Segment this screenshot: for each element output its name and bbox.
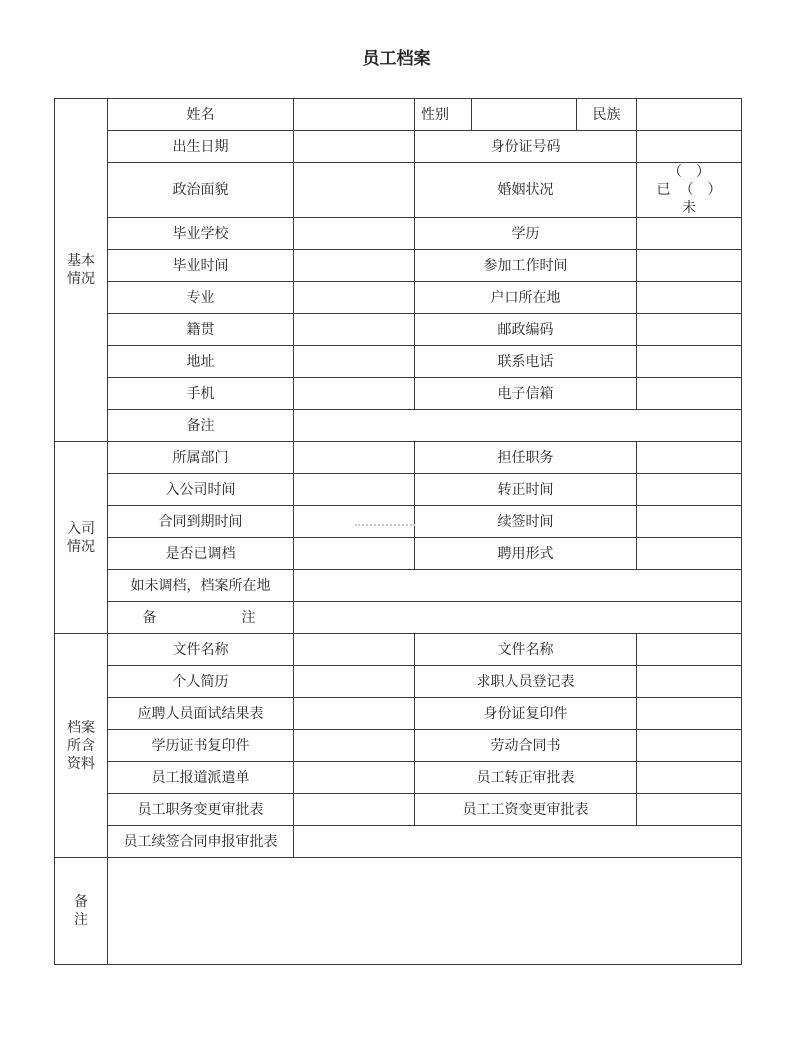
entry-remark-char1: 备 [142,609,160,626]
input-postcode[interactable] [637,314,742,346]
label-entry-remark [108,602,294,634]
input-ethnicity[interactable] [637,99,742,131]
label-department: 所属部门 [108,442,294,474]
marital-option-unmarried: 未 [682,200,696,216]
watermark-line [355,524,415,526]
check-interview-result[interactable] [294,698,415,730]
label-name: 姓名 [108,99,294,131]
doc-interview-result: 应聘人员面试结果表 [108,698,294,730]
label-email: 电子信箱 [415,378,637,410]
check-job-change[interactable] [294,794,415,826]
label-position: 担任职务 [415,442,637,474]
input-graduation-time[interactable] [294,250,415,282]
remarks-char2: 注 [74,912,88,928]
check-dispatch-form[interactable] [294,762,415,794]
header-file-name-right: 文件名称 [415,634,637,666]
doc-job-registration: 求职人员登记表 [415,666,637,698]
section-archive-docs [55,634,108,858]
input-renew-time[interactable] [637,506,742,538]
label-hire-form: 聘用形式 [415,538,637,570]
input-contract-end[interactable] [294,506,415,538]
input-major[interactable] [294,282,415,314]
label-mobile: 手机 [108,378,294,410]
marital-option-married[interactable]: （ ）已 [656,164,710,198]
check-labor-contract[interactable] [637,730,742,762]
marital-option-unmarried-bracket[interactable]: （ ） [679,182,722,198]
doc-education-copy: 学历证书复印件 [108,730,294,762]
doc-renew-approval: 员工续签合同申报审批表 [108,826,294,858]
doc-regular-approval: 员工转正审批表 [415,762,637,794]
label-school: 毕业学校 [108,218,294,250]
label-id-number: 身份证号码 [415,131,637,163]
section-docs-line3: 资料 [67,755,95,772]
doc-job-change: 员工职务变更审批表 [108,794,294,826]
input-phone[interactable] [637,346,742,378]
input-id-number[interactable] [637,131,742,163]
section-docs-line2: 所含 [67,737,95,754]
check-file-name-left[interactable] [294,634,415,666]
label-major: 专业 [108,282,294,314]
header-file-name-left: 文件名称 [108,634,294,666]
input-political-status[interactable] [294,163,415,218]
label-contract-end: 合同到期时间 [108,506,294,538]
doc-labor-contract: 劳动合同书 [415,730,637,762]
input-native-place[interactable] [294,314,415,346]
input-hire-form[interactable] [637,538,742,570]
input-basic-remark[interactable] [294,410,742,442]
section-docs-line1: 档案 [67,719,95,736]
input-name[interactable] [294,99,415,131]
label-archive-location: 如未调档，档案所在地 [108,570,294,602]
input-join-time[interactable] [294,474,415,506]
input-archive-transferred[interactable] [294,538,415,570]
label-renew-time: 续签时间 [415,506,637,538]
check-education-copy[interactable] [294,730,415,762]
input-entry-remark[interactable] [294,602,742,634]
label-education: 学历 [415,218,637,250]
remarks-char1: 备 [74,894,88,910]
marital-options[interactable] [637,163,742,218]
label-address: 地址 [108,346,294,378]
input-address[interactable] [294,346,415,378]
label-political-status: 政治面貌 [108,163,294,218]
check-resume[interactable] [294,666,415,698]
section-basic-line2: 情况 [67,271,95,287]
input-education[interactable] [637,218,742,250]
label-graduation-time: 毕业时间 [108,250,294,282]
label-basic-remark: 备注 [108,410,294,442]
input-mobile[interactable] [294,378,415,410]
label-archive-transferred: 是否已调档 [108,538,294,570]
input-email[interactable] [637,378,742,410]
input-position[interactable] [637,442,742,474]
input-gender[interactable] [472,99,577,131]
input-regular-time[interactable] [637,474,742,506]
entry-remark-char2: 注 [241,609,259,626]
page-title: 员工档案 [362,49,431,69]
section-entry-info [55,442,108,634]
section-basic-info [55,99,108,442]
input-archive-location[interactable] [294,570,742,602]
label-phone: 联系电话 [415,346,637,378]
input-work-start-time[interactable] [637,250,742,282]
label-gender: 性别 [415,99,472,131]
check-salary-change[interactable] [637,794,742,826]
label-birth-date: 出生日期 [108,131,294,163]
label-regular-time: 转正时间 [415,474,637,506]
doc-salary-change: 员工工资变更审批表 [415,794,637,826]
check-renew-approval[interactable] [294,826,742,858]
doc-resume: 个人简历 [108,666,294,698]
doc-dispatch-form: 员工报道派遣单 [108,762,294,794]
input-hukou[interactable] [637,282,742,314]
check-job-registration[interactable] [637,666,742,698]
input-remarks[interactable] [108,858,742,965]
label-native-place: 籍贯 [108,314,294,346]
employee-record-form [54,98,742,965]
check-file-name-right[interactable] [637,634,742,666]
section-entry-line1: 入司 [67,520,95,537]
input-birth-date[interactable] [294,131,415,163]
label-join-time: 入公司时间 [108,474,294,506]
label-marital-status: 婚姻状况 [415,163,637,218]
label-work-start-time: 参加工作时间 [415,250,637,282]
input-department[interactable] [294,442,415,474]
section-entry-line2: 情况 [67,538,95,555]
label-hukou: 户口所在地 [415,282,637,314]
label-ethnicity: 民族 [577,99,637,131]
check-id-copy[interactable] [637,698,742,730]
section-basic-line1: 基本 [67,253,95,269]
label-postcode: 邮政编码 [415,314,637,346]
doc-id-copy: 身份证复印件 [415,698,637,730]
check-regular-approval[interactable] [637,762,742,794]
input-school[interactable] [294,218,415,250]
label-remarks [55,858,108,965]
